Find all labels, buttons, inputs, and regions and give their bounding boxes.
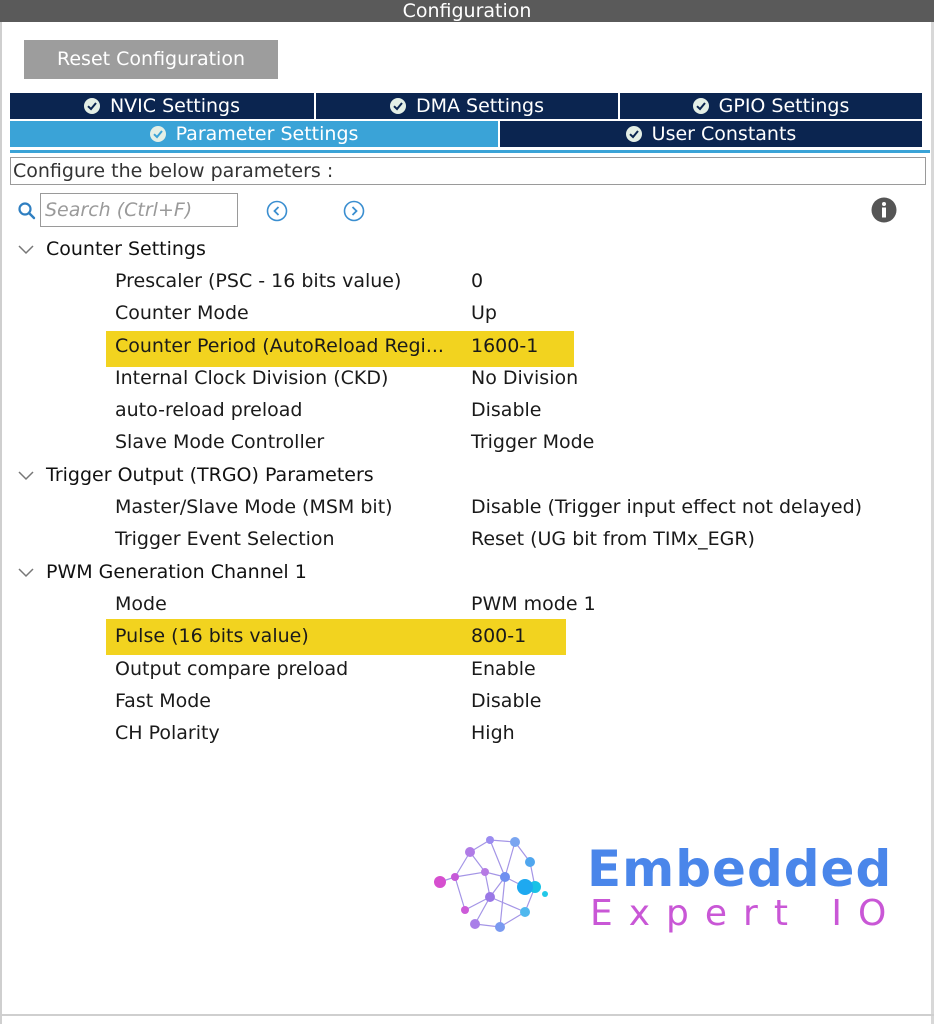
frame-border-left <box>0 22 2 1024</box>
next-icon[interactable] <box>342 199 366 223</box>
param-name: Slave Mode Controller <box>115 431 325 453</box>
param-value[interactable]: Up <box>471 302 497 324</box>
param-row[interactable] <box>0 331 934 361</box>
previous-icon[interactable] <box>265 199 289 223</box>
param-row[interactable] <box>0 654 934 684</box>
tab-parameter-settings[interactable] <box>10 121 498 147</box>
chevron-down-icon <box>18 471 34 481</box>
param-value[interactable]: PWM mode 1 <box>471 593 596 615</box>
bottom-border <box>0 1014 934 1016</box>
param-row[interactable] <box>0 395 934 425</box>
tab-label: DMA Settings <box>416 95 544 117</box>
param-value[interactable]: 1600-1 <box>471 335 539 357</box>
param-name: Counter Period (AutoReload Regi... <box>115 335 444 357</box>
param-name: Fast Mode <box>115 690 211 712</box>
param-row[interactable] <box>0 686 934 716</box>
check-circle-icon <box>693 98 709 114</box>
parameters-description: Configure the below parameters : <box>10 157 926 185</box>
chevron-down-icon <box>18 568 34 578</box>
param-name: Trigger Event Selection <box>115 528 335 550</box>
tab-underline <box>10 150 930 153</box>
tab-label: Parameter Settings <box>175 123 359 145</box>
param-name: Prescaler (PSC - 16 bits value) <box>115 270 402 292</box>
info-icon[interactable] <box>871 197 897 223</box>
tab-label: NVIC Settings <box>109 95 241 117</box>
tab-label: GPIO Settings <box>718 95 850 117</box>
tab-user-constants[interactable] <box>500 121 922 147</box>
param-row[interactable] <box>0 427 934 457</box>
param-name: Master/Slave Mode (MSM bit) <box>115 496 393 518</box>
tab-gpio-settings[interactable] <box>620 93 922 119</box>
group-pwm-channel-1[interactable] <box>18 557 307 587</box>
param-value[interactable]: No Division <box>471 367 579 389</box>
tab-label: User Constants <box>651 123 797 145</box>
search-input[interactable] <box>40 193 238 227</box>
window-title: Configuration <box>0 0 934 22</box>
param-row[interactable] <box>0 266 934 296</box>
logo-text-expert-io: Expert IO <box>590 893 903 934</box>
param-value[interactable]: Disable <box>471 399 542 421</box>
param-value[interactable]: Reset (UG bit from TIMx_EGR) <box>471 528 755 550</box>
param-value[interactable]: Enable <box>471 658 536 680</box>
tab-nvic-settings[interactable] <box>10 93 314 119</box>
param-row[interactable] <box>0 363 934 393</box>
param-value[interactable]: Disable <box>471 690 542 712</box>
param-row[interactable] <box>0 492 934 522</box>
logo-text-embedded: Embedded <box>587 840 893 898</box>
param-row[interactable] <box>0 718 934 748</box>
param-value[interactable]: 800-1 <box>471 625 527 647</box>
param-name: Output compare preload <box>115 658 349 680</box>
param-name: Internal Clock Division (CKD) <box>115 367 389 389</box>
group-trigger-output[interactable] <box>18 460 374 490</box>
param-row[interactable] <box>0 589 934 619</box>
group-title: Trigger Output (TRGO) Parameters <box>46 464 374 486</box>
param-name: auto-reload preload <box>115 399 303 421</box>
group-counter-settings[interactable] <box>18 234 206 264</box>
check-circle-icon <box>390 98 406 114</box>
check-circle-icon <box>84 98 100 114</box>
group-title: PWM Generation Channel 1 <box>46 561 307 583</box>
param-name: CH Polarity <box>115 722 220 744</box>
tab-dma-settings[interactable] <box>316 93 618 119</box>
group-title: Counter Settings <box>46 238 206 260</box>
param-value[interactable]: High <box>471 722 515 744</box>
param-value[interactable]: 0 <box>471 270 484 292</box>
param-row[interactable] <box>0 621 934 651</box>
param-name: Pulse (16 bits value) <box>115 625 309 647</box>
param-name: Mode <box>115 593 167 615</box>
param-value[interactable]: Disable (Trigger input effect not delayed) <box>471 496 863 518</box>
param-row[interactable] <box>0 524 934 554</box>
search-icon <box>16 200 38 222</box>
check-circle-icon <box>150 126 166 142</box>
chevron-down-icon <box>18 245 34 255</box>
param-value[interactable]: Trigger Mode <box>471 431 595 453</box>
reset-configuration-button[interactable]: Reset Configuration <box>24 40 278 79</box>
check-circle-icon <box>626 126 642 142</box>
param-row[interactable] <box>0 298 934 328</box>
param-name: Counter Mode <box>115 302 249 324</box>
